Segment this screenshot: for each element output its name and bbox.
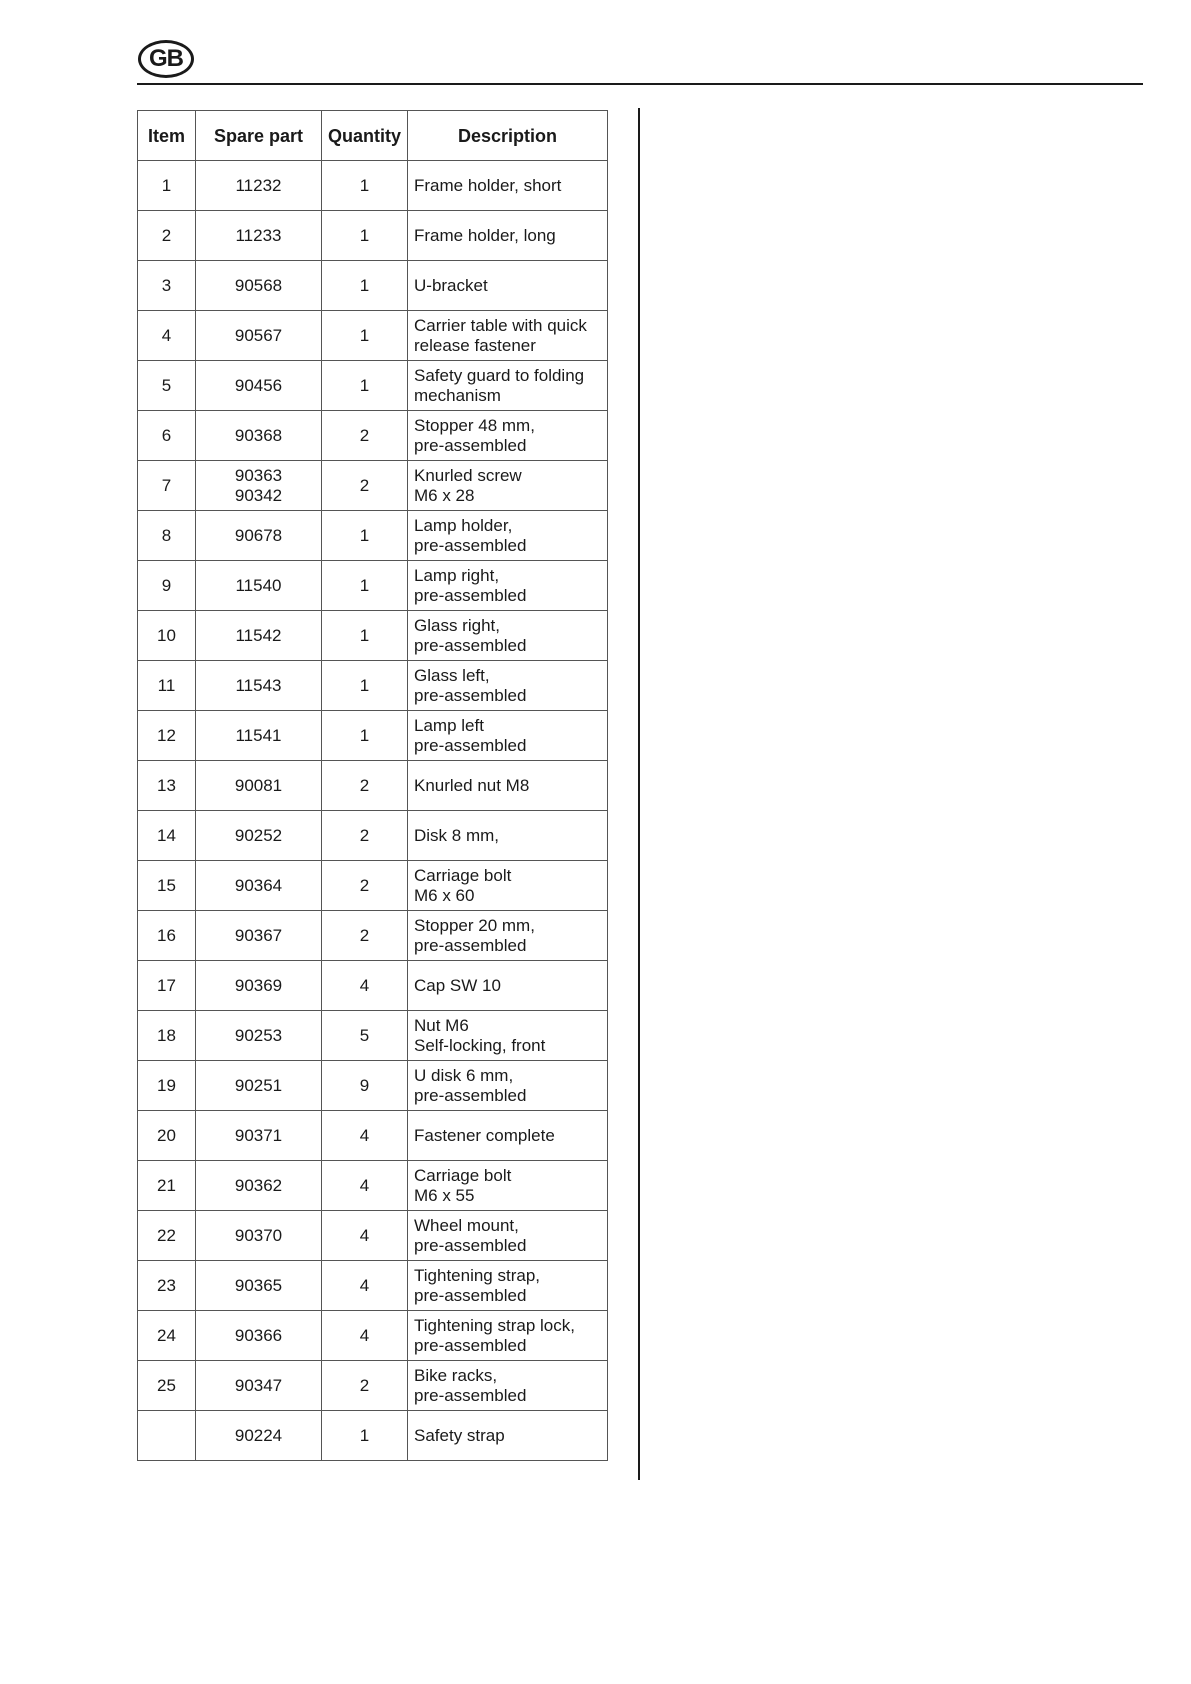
table-row: [138, 761, 608, 811]
cell-quantity: 4: [322, 1261, 408, 1311]
cell-item: 21: [138, 1161, 196, 1211]
cell-item: [138, 1411, 196, 1461]
cell-quantity: 2: [322, 461, 408, 511]
table-row: [138, 161, 608, 211]
cell-item: 19: [138, 1061, 196, 1111]
cell-item: 6: [138, 411, 196, 461]
cell-description: Knurled screw M6 x 28: [408, 461, 608, 511]
cell-item: 2: [138, 211, 196, 261]
cell-description: Fastener complete: [408, 1111, 608, 1161]
cell-spare-part: 90456: [196, 361, 322, 411]
cell-description: U-bracket: [408, 261, 608, 311]
column-header-item: Item: [138, 111, 196, 161]
cell-spare-part: 90568: [196, 261, 322, 311]
cell-description: Lamp left pre-assembled: [408, 711, 608, 761]
cell-description: Cap SW 10: [408, 961, 608, 1011]
column-divider: [638, 108, 640, 1480]
cell-spare-part: 11543: [196, 661, 322, 711]
table-row: [138, 411, 608, 461]
cell-spare-part: 90367: [196, 911, 322, 961]
cell-description: Nut M6 Self-locking, front: [408, 1011, 608, 1061]
table-row: [138, 711, 608, 761]
column-header-quantity: Quantity: [322, 111, 408, 161]
table-row: [138, 1161, 608, 1211]
cell-item: 15: [138, 861, 196, 911]
cell-item: 24: [138, 1311, 196, 1361]
table-row: [138, 1211, 608, 1261]
cell-spare-part: 90369: [196, 961, 322, 1011]
cell-quantity: 2: [322, 911, 408, 961]
cell-item: 12: [138, 711, 196, 761]
cell-description: Wheel mount, pre-assembled: [408, 1211, 608, 1261]
cell-item: 23: [138, 1261, 196, 1311]
table-row: [138, 1361, 608, 1411]
cell-quantity: 1: [322, 211, 408, 261]
table-row: [138, 361, 608, 411]
cell-item: 17: [138, 961, 196, 1011]
cell-item: 3: [138, 261, 196, 311]
cell-item: 5: [138, 361, 196, 411]
cell-quantity: 4: [322, 1161, 408, 1211]
cell-description: Bike racks, pre-assembled: [408, 1361, 608, 1411]
cell-spare-part: 11542: [196, 611, 322, 661]
cell-spare-part: 11541: [196, 711, 322, 761]
cell-description: Lamp holder, pre-assembled: [408, 511, 608, 561]
table-row: [138, 911, 608, 961]
table-body: [138, 161, 608, 1461]
cell-description: U disk 6 mm, pre-assembled: [408, 1061, 608, 1111]
cell-spare-part: 90365: [196, 1261, 322, 1311]
table-row: [138, 1061, 608, 1111]
cell-item: 11: [138, 661, 196, 711]
cell-description: Carrier table with quick release fastener: [408, 311, 608, 361]
cell-quantity: 4: [322, 1311, 408, 1361]
cell-description: Safety guard to folding mechanism: [408, 361, 608, 411]
cell-quantity: 1: [322, 161, 408, 211]
table-row: [138, 261, 608, 311]
cell-item: 25: [138, 1361, 196, 1411]
cell-description: Tightening strap, pre-assembled: [408, 1261, 608, 1311]
table-header-row: [138, 111, 608, 161]
cell-spare-part: 90253: [196, 1011, 322, 1061]
cell-item: 7: [138, 461, 196, 511]
table-row: [138, 461, 608, 511]
table-row: [138, 211, 608, 261]
table-row: [138, 1011, 608, 1061]
table-row: [138, 861, 608, 911]
cell-spare-part: 90252: [196, 811, 322, 861]
cell-description: Knurled nut M8: [408, 761, 608, 811]
table-row: [138, 561, 608, 611]
cell-description: Glass right, pre-assembled: [408, 611, 608, 661]
language-badge: GB: [138, 40, 194, 78]
table-row: [138, 611, 608, 661]
cell-description: Frame holder, long: [408, 211, 608, 261]
cell-spare-part: 90347: [196, 1361, 322, 1411]
cell-item: 4: [138, 311, 196, 361]
cell-quantity: 1: [322, 661, 408, 711]
cell-spare-part: 11233: [196, 211, 322, 261]
cell-description: Frame holder, short: [408, 161, 608, 211]
table-row: [138, 1261, 608, 1311]
table-row: [138, 961, 608, 1011]
cell-spare-part: 90364: [196, 861, 322, 911]
table-row: [138, 661, 608, 711]
cell-spare-part: 90366: [196, 1311, 322, 1361]
cell-description: Carriage bolt M6 x 55: [408, 1161, 608, 1211]
cell-description: Glass left, pre-assembled: [408, 661, 608, 711]
cell-quantity: 1: [322, 1411, 408, 1461]
cell-spare-part: 90567: [196, 311, 322, 361]
table-row: [138, 311, 608, 361]
cell-spare-part: 90224: [196, 1411, 322, 1461]
cell-quantity: 2: [322, 811, 408, 861]
cell-item: 8: [138, 511, 196, 561]
cell-item: 10: [138, 611, 196, 661]
cell-quantity: 4: [322, 961, 408, 1011]
cell-item: 20: [138, 1111, 196, 1161]
cell-spare-part: 90362: [196, 1161, 322, 1211]
cell-item: 18: [138, 1011, 196, 1061]
cell-spare-part: 90363 90342: [196, 461, 322, 511]
cell-item: 13: [138, 761, 196, 811]
cell-spare-part: 90081: [196, 761, 322, 811]
cell-quantity: 2: [322, 861, 408, 911]
header-rule: [137, 83, 1143, 85]
cell-quantity: 1: [322, 561, 408, 611]
cell-item: 9: [138, 561, 196, 611]
cell-description: Tightening strap lock, pre-assembled: [408, 1311, 608, 1361]
table-row: [138, 1311, 608, 1361]
table-row: [138, 1411, 608, 1461]
cell-description: Disk 8 mm,: [408, 811, 608, 861]
cell-quantity: 1: [322, 361, 408, 411]
cell-quantity: 2: [322, 411, 408, 461]
cell-quantity: 1: [322, 711, 408, 761]
cell-description: Safety strap: [408, 1411, 608, 1461]
cell-quantity: 2: [322, 1361, 408, 1411]
cell-quantity: 9: [322, 1061, 408, 1111]
cell-spare-part: 90371: [196, 1111, 322, 1161]
cell-spare-part: 11540: [196, 561, 322, 611]
cell-spare-part: 90368: [196, 411, 322, 461]
table-row: [138, 811, 608, 861]
cell-spare-part: 11232: [196, 161, 322, 211]
cell-item: 16: [138, 911, 196, 961]
cell-spare-part: 90251: [196, 1061, 322, 1111]
cell-item: 14: [138, 811, 196, 861]
cell-spare-part: 90678: [196, 511, 322, 561]
cell-quantity: 2: [322, 761, 408, 811]
column-header-description: Description: [408, 111, 608, 161]
table-row: [138, 511, 608, 561]
cell-quantity: 1: [322, 311, 408, 361]
cell-quantity: 1: [322, 611, 408, 661]
cell-item: 1: [138, 161, 196, 211]
cell-quantity: 1: [322, 511, 408, 561]
cell-quantity: 5: [322, 1011, 408, 1061]
table-row: [138, 1111, 608, 1161]
cell-description: Stopper 48 mm, pre-assembled: [408, 411, 608, 461]
cell-quantity: 4: [322, 1211, 408, 1261]
cell-description: Carriage bolt M6 x 60: [408, 861, 608, 911]
column-header-spare-part: Spare part: [196, 111, 322, 161]
cell-spare-part: 90370: [196, 1211, 322, 1261]
cell-description: Lamp right, pre-assembled: [408, 561, 608, 611]
cell-item: 22: [138, 1211, 196, 1261]
cell-quantity: 4: [322, 1111, 408, 1161]
cell-description: Stopper 20 mm, pre-assembled: [408, 911, 608, 961]
spare-parts-table: [137, 110, 608, 1461]
cell-quantity: 1: [322, 261, 408, 311]
